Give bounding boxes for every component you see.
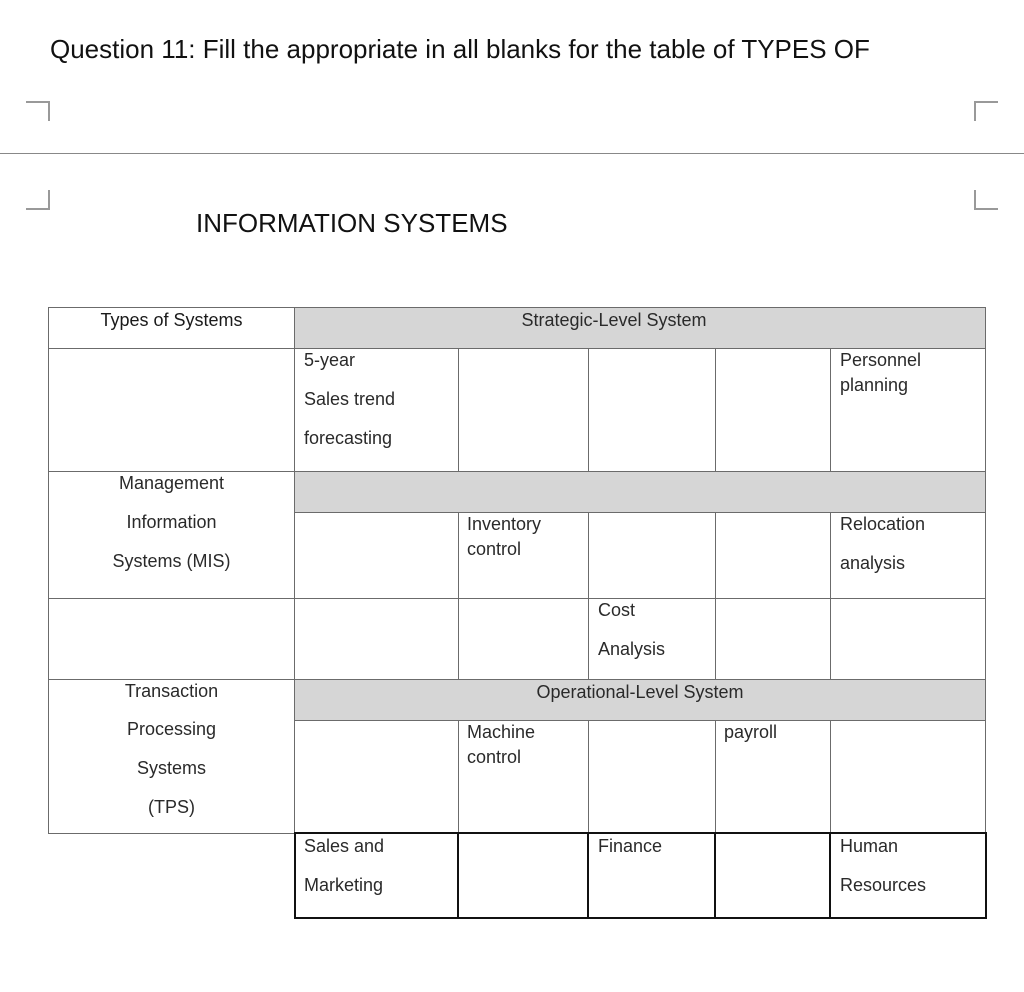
tps-label-line1: Transaction — [124, 681, 219, 701]
types-of-systems-label: Types of Systems — [100, 310, 243, 330]
blank-cell[interactable] — [294, 512, 459, 599]
blank-cell[interactable] — [830, 720, 986, 834]
blank-cell[interactable] — [457, 832, 590, 919]
cost-analysis-label: Analysis — [598, 639, 666, 659]
machine-label: Machine — [467, 722, 536, 742]
tps-label-line4: (TPS) — [148, 797, 195, 817]
blank-type-cell-1[interactable] — [48, 348, 295, 472]
crop-mark-bottom-left — [26, 190, 50, 210]
section-heading: INFORMATION SYSTEMS — [196, 208, 508, 238]
blank-type-cell-2[interactable] — [48, 598, 295, 680]
marketing-label: Marketing — [304, 875, 384, 895]
human-label: Human — [840, 836, 899, 856]
personnel-label: Personnel — [840, 350, 922, 370]
crop-mark-bottom-right — [974, 190, 998, 210]
five-year-label: 5-year — [304, 350, 356, 370]
mis-label-line3: Systems (MIS) — [112, 551, 231, 571]
blank-cell[interactable] — [715, 348, 831, 472]
sales-trend-label: Sales trend — [304, 389, 396, 409]
blank-cell[interactable] — [830, 598, 986, 680]
finance-label: Finance — [598, 836, 663, 856]
payroll-label: payroll — [724, 722, 778, 742]
blank-cell[interactable] — [458, 348, 589, 472]
crop-mark-top-left — [26, 101, 50, 121]
operational-level-label: Operational-Level System — [536, 682, 744, 702]
blank-cell[interactable] — [588, 348, 716, 472]
sales-and-label: Sales and — [304, 836, 385, 856]
tps-label-line2: Processing — [126, 719, 217, 739]
inventory-control-label: control — [467, 539, 522, 559]
mis-label-line2: Information — [126, 512, 217, 532]
blank-cell[interactable] — [715, 598, 831, 680]
question-title: Question 11: Fill the appropriate in all blanks for the table of TYPES OF — [50, 34, 870, 64]
forecasting-label: forecasting — [304, 428, 393, 448]
blank-cell[interactable] — [458, 598, 589, 680]
blank-cell[interactable] — [588, 512, 716, 599]
planning-label: planning — [840, 375, 909, 395]
blank-cell[interactable] — [294, 720, 459, 834]
resources-label: Resources — [840, 875, 927, 895]
strategic-level-label: Strategic-Level System — [521, 310, 707, 330]
page-break-rule — [0, 153, 1024, 154]
blank-cell[interactable] — [715, 512, 831, 599]
tps-label-line3: Systems — [136, 758, 206, 778]
machine-control-label: control — [467, 747, 522, 767]
blank-cell[interactable] — [294, 598, 459, 680]
blank-cell[interactable] — [588, 720, 716, 834]
blank-cell[interactable] — [714, 832, 832, 919]
relocation-label: Relocation — [840, 514, 926, 534]
mis-label-line1: Management — [118, 473, 225, 493]
mis-level-band[interactable] — [294, 471, 986, 513]
inventory-label: Inventory — [467, 514, 542, 534]
crop-mark-top-right — [974, 101, 998, 121]
analysis-label: analysis — [840, 553, 906, 573]
cost-label: Cost — [598, 600, 636, 620]
